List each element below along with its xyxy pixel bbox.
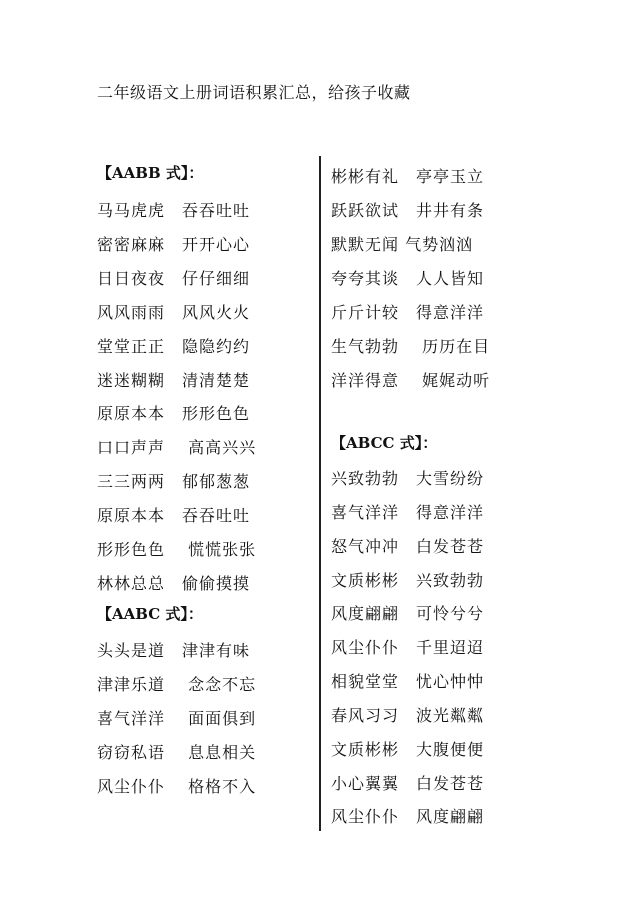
word-row: 三三两两 郁郁葱葱	[97, 472, 251, 491]
word-row: 夸夸其谈 人人皆知	[331, 269, 485, 288]
word-row: 兴致勃勃 大雪纷纷	[331, 469, 485, 488]
word-row: 迷迷糊糊 清清楚楚	[97, 371, 251, 390]
word-row: 默默无闻 气势汹汹	[331, 235, 474, 254]
word-row: 津津乐道 念念不忘	[97, 675, 257, 694]
section-heading-abcc: 【ABCC 式】：	[331, 434, 438, 452]
word-row: 林林总总 偷偷摸摸	[97, 574, 251, 593]
word-row: 风风雨雨 风风火火	[97, 303, 251, 322]
word-row: 风尘仆仆 千里迢迢	[331, 638, 485, 657]
document-title: 二年级语文上册词语积累汇总，给孩子收藏	[97, 83, 411, 102]
word-row: 口口声声 高高兴兴	[97, 438, 257, 457]
word-row: 相貌堂堂 忧心忡忡	[331, 672, 485, 691]
word-row: 原原本本 形形色色	[97, 404, 251, 423]
word-row: 风尘仆仆 格格不入	[97, 777, 257, 796]
word-row: 堂堂正正 隐隐约约	[97, 337, 251, 356]
word-row: 形形色色 慌慌张张	[97, 540, 257, 559]
word-row: 日日夜夜 仔仔细细	[97, 269, 251, 288]
word-row: 马马虎虎 吞吞吐吐	[97, 201, 251, 220]
word-row: 风度翩翩 可怜兮兮	[331, 604, 485, 623]
word-row: 小心翼翼 白发苍苍	[331, 774, 485, 793]
word-row: 怒气冲冲 白发苍苍	[331, 537, 485, 556]
word-row: 风尘仆仆 风度翩翩	[331, 807, 485, 826]
word-row: 彬彬有礼 亭亭玉立	[331, 167, 485, 186]
word-row: 喜气洋洋 面面俱到	[97, 709, 257, 728]
word-row: 文质彬彬 兴致勃勃	[331, 571, 485, 590]
word-row: 跃跃欲试 井井有条	[331, 201, 485, 220]
word-row: 头头是道 津津有味	[97, 641, 251, 660]
word-row: 生气勃勃 历历在目	[331, 337, 491, 356]
section-heading-aabb: 【AABB 式】：	[97, 164, 204, 182]
word-row: 文质彬彬 大腹便便	[331, 740, 485, 759]
word-row: 斤斤计较 得意洋洋	[331, 303, 485, 322]
word-row: 洋洋得意 娓娓动听	[331, 371, 491, 390]
word-row: 春风习习 波光粼粼	[331, 706, 485, 725]
column-divider	[319, 156, 321, 831]
word-row: 窃窃私语 息息相关	[97, 743, 257, 762]
word-row: 原原本本 吞吞吐吐	[97, 506, 251, 525]
section-heading-aabc: 【AABC 式】：	[97, 605, 203, 623]
word-row: 密密麻麻 开开心心	[97, 235, 251, 254]
word-row: 喜气洋洋 得意洋洋	[331, 503, 485, 522]
